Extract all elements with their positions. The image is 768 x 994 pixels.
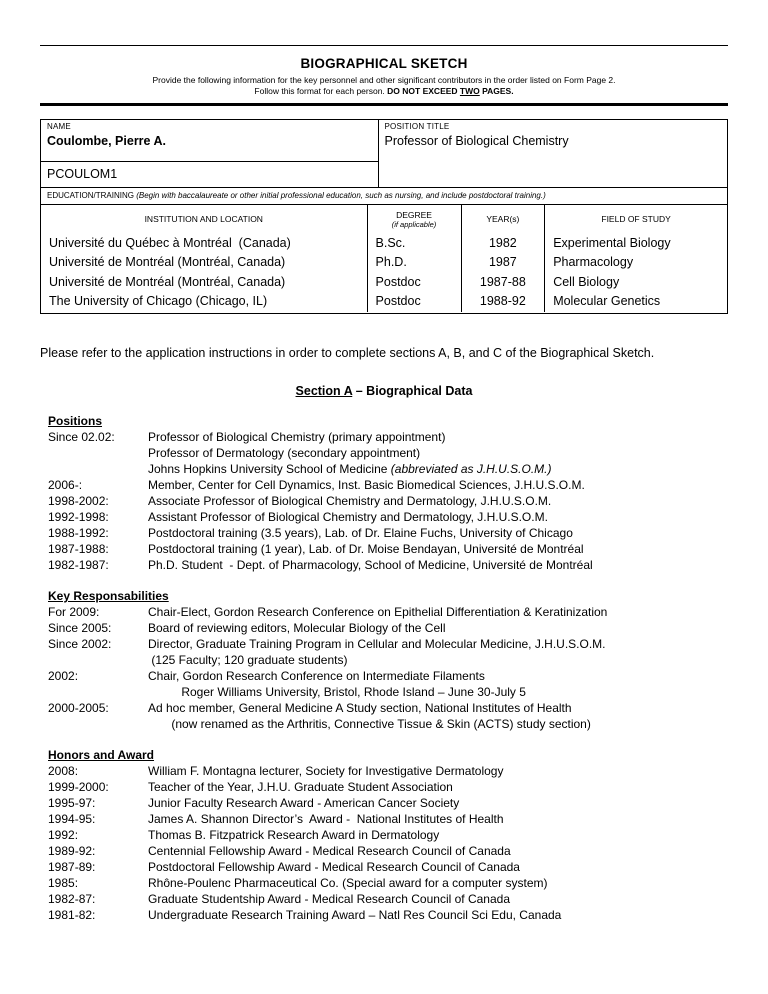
cell-degree: Ph.D.	[368, 253, 462, 273]
item-text: Postdoctoral training (3.5 years), Lab. of Dr. Elaine Fuchs, University of Chicago	[148, 526, 573, 541]
list-item	[48, 445, 728, 461]
positions-heading: Positions	[48, 414, 103, 429]
table-row	[41, 234, 727, 254]
list-item	[48, 811, 728, 827]
item-date	[48, 445, 148, 461]
list-item	[48, 461, 728, 477]
list-item	[48, 891, 728, 907]
item-text: Rhône-Poulenc Pharmaceutical Co. (Special award for a computer system)	[148, 876, 548, 891]
cell-years: 1988-92	[462, 292, 546, 312]
item-text: Roger Williams University, Bristol, Rhode Island – June 30-July 5	[148, 685, 526, 700]
positions-section	[48, 414, 728, 573]
list-item	[48, 477, 728, 493]
item-date: 2008:	[48, 764, 79, 779]
item-date: 1987-1988:	[48, 542, 109, 557]
item-date: 1999-2000:	[48, 780, 109, 795]
commons-username-value: PCOULOM1	[47, 167, 118, 182]
table-row	[41, 253, 727, 273]
item-text: Centennial Fellowship Award - Medical Research Council of Canada	[148, 844, 511, 859]
item-text: Professor of Biological Chemistry (primary appointment)	[148, 430, 446, 445]
table-row	[41, 273, 727, 293]
item-date: 2002:	[48, 669, 79, 684]
cell-years: 1982	[462, 234, 546, 254]
honors-heading: Honors and Award	[48, 748, 155, 763]
list-item	[48, 907, 728, 923]
cell-degree: Postdoc	[368, 292, 462, 312]
list-item	[48, 795, 728, 811]
item-date: 1981-82:	[48, 908, 96, 923]
list-item	[48, 652, 728, 668]
item-text: (125 Faculty; 120 graduate students)	[148, 653, 348, 668]
commons-row	[41, 161, 727, 187]
instruction-line-1: Provide the following information for the key personnel and other significant contributors in the order listed on Form Page 2.	[152, 75, 616, 85]
item-date: 1994-95:	[48, 812, 96, 827]
list-item	[48, 668, 728, 684]
education-table-header	[41, 204, 727, 234]
education-training-note: (Begin with baccalaureate or other initial professional education, such as nursing, and include postdoctoral training.)	[133, 190, 546, 200]
item-text: Junior Faculty Research Award - American Cancer Society	[148, 796, 460, 811]
item-date: 1987-89:	[48, 860, 96, 875]
empty-cell	[379, 161, 728, 187]
item-date: Since 2005:	[48, 621, 112, 636]
list-item	[48, 620, 728, 636]
cell-institution: Université de Montréal (Montréal, Canada)	[41, 273, 368, 293]
position-title-cell	[379, 120, 728, 161]
item-date	[48, 684, 148, 700]
item-date: Since 2002:	[48, 637, 112, 652]
item-text: Associate Professor of Biological Chemistry and Dermatology, J.H.U.S.O.M.	[148, 494, 552, 509]
item-text: (now renamed as the Arthritis, Connective Tissue & Skin (ACTS) study section)	[148, 717, 591, 732]
list-item	[48, 557, 728, 573]
item-text: Chair, Gordon Research Conference on Intermediate Filaments	[148, 669, 485, 684]
cell-years: 1987	[462, 253, 546, 273]
cell-institution: The University of Chicago (Chicago, IL)	[41, 292, 368, 312]
item-text: Director, Graduate Training Program in Cellular and Molecular Medicine, J.H.U.S.O.M.	[148, 637, 606, 652]
item-text: Postdoctoral Fellowship Award - Medical Research Council of Canada	[148, 860, 520, 875]
education-training-label: EDUCATION/TRAINING	[47, 190, 134, 200]
list-item	[48, 827, 728, 843]
honors-section	[48, 748, 728, 923]
item-date: 2006-:	[48, 478, 83, 493]
item-date: 1992-1998:	[48, 510, 109, 525]
name-cell	[41, 120, 379, 161]
cell-field: Molecular Genetics	[553, 294, 661, 309]
list-item	[48, 763, 728, 779]
cell-degree: Postdoc	[368, 273, 462, 293]
column-header-degree: DEGREE (if applicable)	[368, 205, 462, 234]
form-instructions	[40, 75, 728, 98]
list-item	[48, 875, 728, 891]
item-date	[48, 652, 148, 668]
cell-field: Experimental Biology	[553, 235, 671, 250]
cell-field: Cell Biology	[553, 274, 620, 289]
page-title: BIOGRAPHICAL SKETCH	[300, 56, 468, 71]
column-header-field: FIELD OF STUDY	[601, 214, 671, 225]
list-item	[48, 843, 728, 859]
commons-username-cell	[41, 161, 379, 187]
item-date: Since 02.02:	[48, 430, 115, 445]
thick-divider	[40, 103, 728, 106]
list-item	[48, 525, 728, 541]
item-text: Ad hoc member, General Medicine A Study section, National Institutes of Health	[148, 701, 572, 716]
item-text: William F. Montagna lecturer, Society for Investigative Dermatology	[148, 764, 504, 779]
top-divider	[40, 45, 728, 46]
item-text: Member, Center for Cell Dynamics, Inst. Basic Biomedical Sciences, J.H.U.S.O.M.	[148, 478, 585, 493]
education-training-row	[41, 187, 727, 204]
item-text: Graduate Studentship Award - Medical Research Council of Canada	[148, 892, 510, 907]
item-date	[48, 461, 148, 477]
name-position-row	[41, 120, 727, 161]
name-value: Coulombe, Pierre A.	[47, 133, 167, 148]
responsibilities-section	[48, 589, 728, 732]
column-header-institution: INSTITUTION AND LOCATION	[41, 205, 368, 234]
item-text: Chair-Elect, Gordon Research Conference on Epithelial Differentiation & Keratinization	[148, 605, 608, 620]
list-item	[48, 493, 728, 509]
table-row	[41, 292, 727, 312]
item-date	[48, 716, 148, 732]
list-item	[48, 429, 728, 445]
list-item	[48, 509, 728, 525]
item-text: Ph.D. Student - Dept. of Pharmacology, School of Medicine, Université de Montréal	[148, 558, 593, 573]
item-text: Professor of Dermatology (secondary appointment)	[148, 446, 421, 461]
biosketch-form-table	[40, 119, 728, 314]
cell-institution: Université de Montréal (Montréal, Canada)	[41, 253, 368, 273]
item-date: 1992:	[48, 828, 79, 843]
item-date: 1995-97:	[48, 796, 96, 811]
item-date: 2000-2005:	[48, 701, 109, 716]
item-text: Board of reviewing editors, Molecular Biology of the Cell	[148, 621, 446, 636]
item-date: 1988-1992:	[48, 526, 109, 541]
item-date: For 2009:	[48, 605, 100, 620]
cell-institution: Université du Québec à Montréal (Canada)	[41, 234, 368, 254]
item-text: Thomas B. Fitzpatrick Research Award in Dermatology	[148, 828, 440, 843]
list-item	[48, 716, 728, 732]
intro-paragraph: Please refer to the application instructions in order to complete sections A, B, and C of the Biographical Sketch.	[40, 345, 655, 360]
position-title-value: Professor of Biological Chemistry	[384, 133, 569, 148]
education-table-body	[41, 234, 727, 313]
item-date: 1998-2002:	[48, 494, 109, 509]
list-item	[48, 604, 728, 620]
name-label: NAME	[47, 121, 71, 131]
item-text: Johns Hopkins University School of Medicine (abbreviated as J.H.U.S.O.M.)	[148, 462, 552, 477]
list-item	[48, 684, 728, 700]
item-date: 1989-92:	[48, 844, 96, 859]
position-title-label: POSITION TITLE	[384, 121, 450, 131]
column-header-years: YEAR(s)	[462, 205, 546, 234]
item-text: Teacher of the Year, J.H.U. Graduate Student Association	[148, 780, 453, 795]
cell-degree: B.Sc.	[368, 234, 462, 254]
item-date: 1982-87:	[48, 892, 96, 907]
list-item	[48, 859, 728, 875]
item-text: Undergraduate Research Training Award – Natl Res Council Sci Edu, Canada	[148, 908, 562, 923]
item-text: Postdoctoral training (1 year), Lab. of Dr. Moise Bendayan, Université de Montréal	[148, 542, 584, 557]
item-date: 1982-1987:	[48, 558, 109, 573]
instruction-line-2: Follow this format for each person. DO NOT EXCEED TWO PAGES.	[254, 86, 514, 97]
item-text: Assistant Professor of Biological Chemistry and Dermatology, J.H.U.S.O.M.	[148, 510, 548, 525]
cell-years: 1987-88	[462, 273, 546, 293]
list-item	[48, 779, 728, 795]
cell-field: Pharmacology	[553, 255, 634, 270]
list-item	[48, 700, 728, 716]
section-a-heading: Section A – Biographical Data	[295, 384, 473, 399]
list-item	[48, 541, 728, 557]
item-date: 1985:	[48, 876, 79, 891]
item-text: James A. Shannon Director’s Award - National Institutes of Health	[148, 812, 504, 827]
responsibilities-heading: Key Responsabilities	[48, 589, 169, 604]
list-item	[48, 636, 728, 652]
